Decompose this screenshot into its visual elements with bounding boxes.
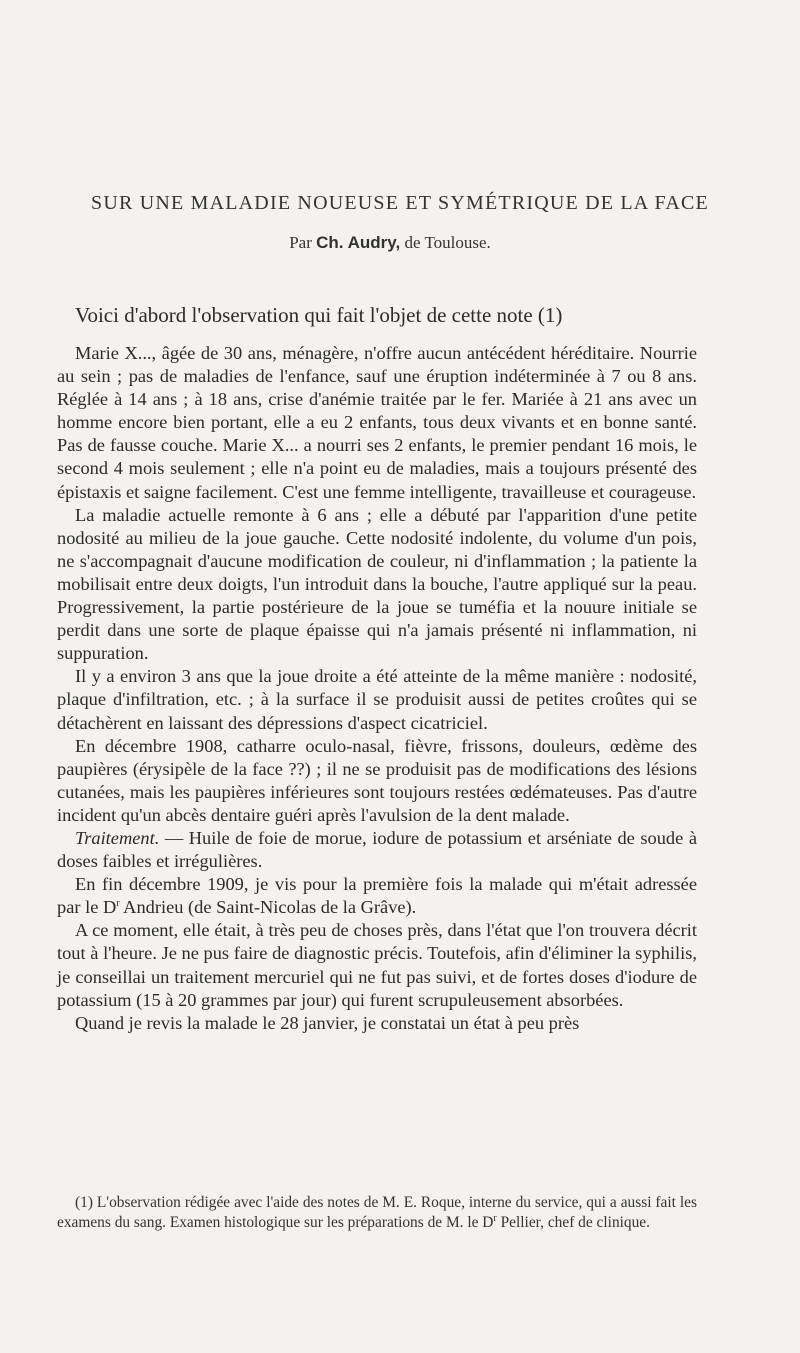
byline [0,233,780,253]
footnote-doctor-superscript: r [493,1212,497,1224]
intro-paragraph: Voici d'abord l'observation qui fait l'objet de cette note (1) [75,303,563,327]
paragraph-second-visit: Quand je revis la malade le 28 janvier, je constatai un état à peu près [75,1012,580,1033]
byline-prefix: Par [289,233,312,252]
treatment-text: — Huile de foie de morue, iodure de potassium et arséniate de soude à doses faibles et irrégulières. [57,827,697,872]
paragraph-history: Marie X..., âgée de 30 ans, ménagère, n'offre aucun antécédent héréditaire. Nourrie au sein ; pas de maladies de l'enfance, sauf une éruption indéterminée à 7 ou 8 ans. Réglée à 14 ans ; à 18 ans, crise d'anémie traitée par le fer. Mariée à 21 ans avec un homme encore bien portant, elle a eu 2 enfants, tous deux vivants et en bonne santé. Pas de fausse couche. Marie X... a nourri ses 2 enfants, le premier pendant 16 mois, le second 4 mois seulement ; elle n'a point eu de maladies, mais a toujours présenté des épistaxis et saigne facilement. C'est une femme intelligente, travailleuse et courageuse. [57,343,697,502]
paragraph-december-1909-text-b: Andrieu (de Saint-Nicolas de la Grâve). [119,897,417,918]
paragraph-onset: La maladie actuelle remonte à 6 ans ; elle a débuté par l'apparition d'une petite nodosité au milieu de la joue gauche. Cette nodosité indolente, du volume d'un pois, ne s'accompagnait d'aucune modification de couleur, ni d'inflammation ; la patiente la mobilisait entre deux doigts, l'un introduit dans la bouche, l'autre appliqué sur la peau. Progressivement, la partie postérieure de la joue se tuméfia et la nouure initiale se perdit dans une sorte de plaque épaisse qui n'a jamais présenté ni inflammation, ni suppuration. [57,504,697,664]
treatment-label: Traitement. [75,827,160,848]
article-title: SUR UNE MALADIE NOUEUSE ET SYMÉTRIQUE DE LA FACE [91,192,709,214]
paragraph-right-cheek: Il y a environ 3 ans que la joue droite a été atteinte de la même manière : nodosité, plaque d'infiltration, etc. ; à la surface il se produisit aussi de petites croûtes qui se détachèrent en laissant des dépressions d'aspect cicatriciel. [57,666,697,733]
doctor-superscript: r [116,898,120,910]
footnote [57,1193,697,1232]
paragraph-december-1909-text-a: En fin décembre 1909, je vis pour la première fois la malade qui m'était adressée par le D [57,874,697,918]
footnote-text-a: (1) L'observation rédigée avec l'aide des notes de M. E. Roque, interne du service, qui a aussi fait les examens du sang. Examen histologique sur les préparations de M. le D [57,1194,697,1231]
footnote-1 [57,1193,697,1232]
article-body [57,302,697,1035]
footnote-text-b: Pellier, chef de clinique. [496,1213,650,1231]
paragraph-december-1909 [57,873,697,919]
paragraph-first-visit: A ce moment, elle était, à très peu de choses près, dans l'état que l'on trouvera décrit tout à l'heure. Je ne pus faire de diagnostic précis. Toutefois, afin d'éliminer la syphilis, je conseillai un traitement mercuriel qui ne fut pas suivi, et de fortes doses d'iodure de potassium (15 à 20 grammes par jour) qui furent scrupuleusement absorbées. [57,920,697,1010]
paragraph-treatment [57,827,697,873]
author-affiliation: de Toulouse. [404,233,491,252]
paragraph-december-1908: En décembre 1908, catharre oculo-nasal, fièvre, frissons, douleurs, œdème des paupières (érysipèle de la face ??) ; il ne se produisit pas de modifications des lésions cutanées, mais les paupières inférieures sont toujours restées œdémateuses. Pas d'autre incident qu'un abcès dentaire guéri après l'avulsion de la dent malade. [57,735,697,825]
author-name: Ch. Audry, [316,233,401,252]
